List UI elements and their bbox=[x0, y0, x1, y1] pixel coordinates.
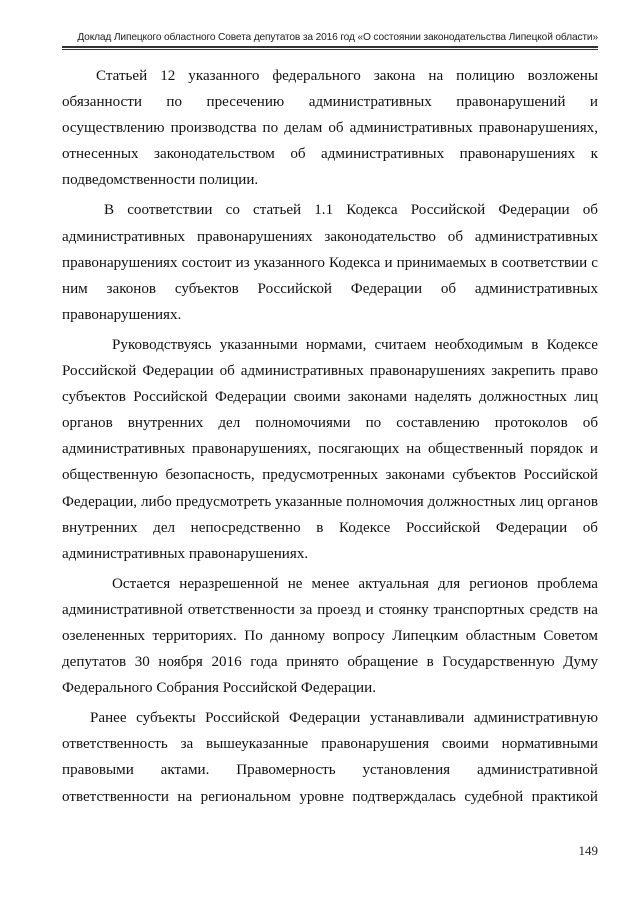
header-rule bbox=[62, 46, 598, 50]
paragraph: В соответствии со статьей 1.1 Кодекса Российской Федерации об административных правонарушениях законодательство об административных правонарушениях состоит из указанного Кодекса и принимаемых в соответствии с ним законов субъектов Российской Федерации об административных правонарушениях. bbox=[62, 202, 598, 323]
paragraph: Руководствуясь указанными нормами, считаем необходимым в Кодексе Российской Федерации об административных правонарушениях закрепить право субъектов Российской Федерации своими законами наделять должностных лиц органов внутренних дел полномочиями по составлению протоколов об административных правонарушениях, посягающих на общественный порядок и общественную безопасность, предусмотренных законами субъектов Российской Федерации, либо предусмотреть указанные полномочия должностных лиц органов внутренних дел непосредственно в Кодексе Российской Федерации об административных правонарушениях. bbox=[62, 336, 598, 562]
page-number: 149 bbox=[578, 843, 598, 858]
paragraph: Статьей 12 указанного федерального закона на полицию возложены обязанности по пресечению административных правонарушений и осуществлению производства по делам об административных правонарушениях, отнесенных законодательством об административных правонарушениях к подведомственности полиции. bbox=[62, 68, 598, 189]
paragraph: Ранее субъекты Российской Федерации устанавливали административную ответственность за вышеуказанные правонарушения своими нормативными правовыми актами. Правомерность установления административной ответственности на региональном уровне подтверждалась судебной практикой bbox=[62, 710, 598, 805]
running-header: Доклад Липецкого областного Совета депутатов за 2016 год «О состоянии законодательства Липецкой области» bbox=[77, 32, 598, 43]
paragraph: Остается неразрешенной не менее актуальная для регионов проблема административной ответственности за проезд и стоянку транспортных средств на озелененных территориях. По данному вопросу Липецким областным Советом депутатов 30 ноября 2016 года принято обращение в Государственную Думу Федерального Собрания Российской Федерации. bbox=[62, 575, 598, 697]
body-text bbox=[62, 63, 598, 810]
